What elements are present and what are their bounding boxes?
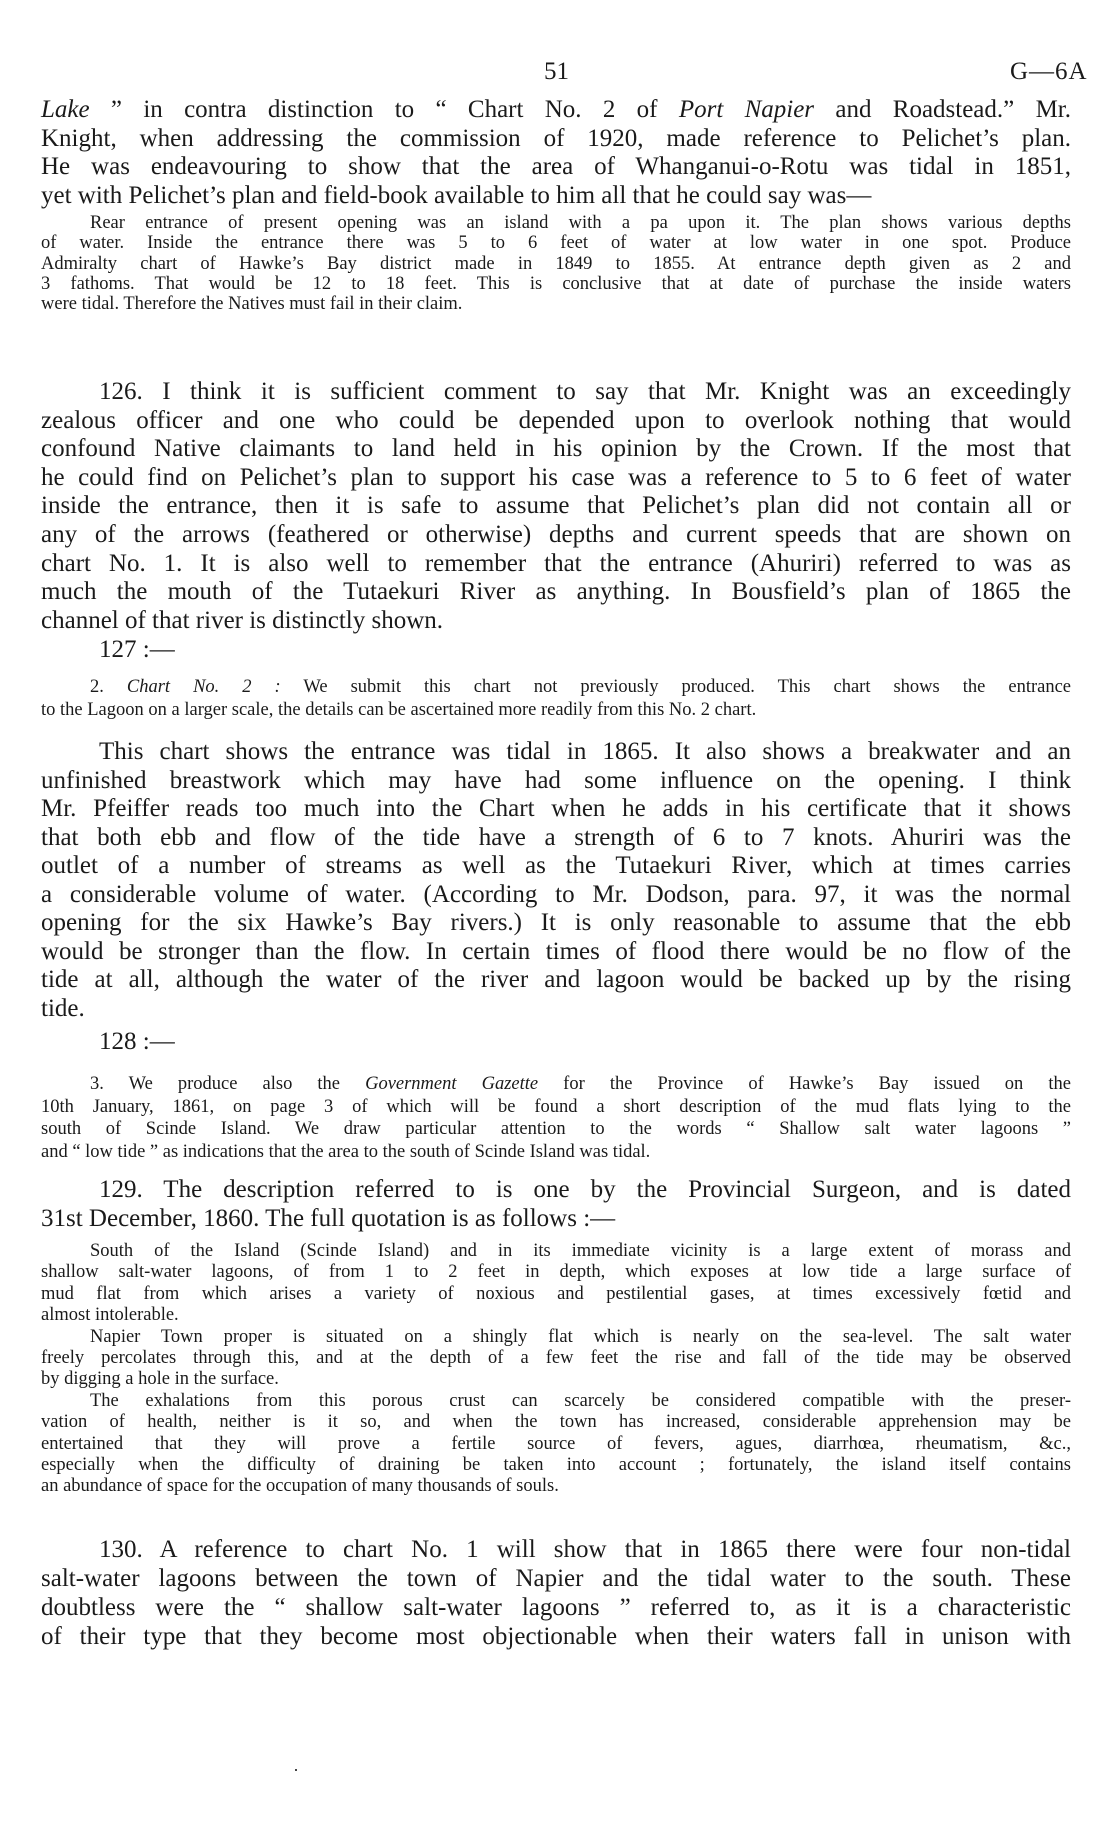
text-run: a considerable volume of water. (According to Mr. Dodson, para. 97, it was the normal — [41, 880, 1071, 908]
text-run: unfinished breastwork which may have had some influence on the opening. I think — [41, 766, 1071, 794]
text-run: This chart shows the entrance was tidal in 1865. It also shows a breakwater and an — [99, 738, 1071, 765]
block-quote — [41, 1241, 1071, 1498]
text-line — [41, 1476, 1071, 1497]
text-run: 2. — [90, 677, 127, 697]
text-run: especially when the difficulty of draining be taken into account ; fortunately, the island itself contains — [41, 1454, 1071, 1475]
text-line — [41, 1241, 1071, 1262]
text-run: south of Scinde Island. We draw particular attention to the words “ Shallow salt water lagoons ” — [41, 1119, 1071, 1140]
text-line — [41, 378, 1071, 407]
text-run: ” in contra distinction to “ Chart No. 2 of — [89, 96, 679, 123]
text-run: almost intolerable. — [41, 1305, 179, 1326]
text-line — [41, 1593, 1071, 1622]
text-line — [41, 1327, 1071, 1348]
text-line — [41, 1096, 1071, 1119]
text-run: tide. — [41, 994, 85, 1022]
text-run: mud flat from which arises a variety of noxious and pestilential gases, at times excessively fœtid and — [41, 1283, 1071, 1304]
text-run: South of the Island (Scinde Island) and in its immediate vicinity is a large extent of morass and — [90, 1241, 1071, 1261]
text-run: 126. I think it is sufficient comment to say that Mr. Knight was an exceedingly — [99, 378, 1071, 405]
text-run: 127 :— — [99, 636, 175, 663]
text-run: 129. The description referred to is one by the Provincial Surgeon, and is dated — [99, 1176, 1071, 1203]
text-line — [41, 1455, 1071, 1476]
block-quote — [41, 676, 1071, 722]
text-run: channel of that river is distinctly shown. — [41, 606, 444, 634]
text-run: tide at all, although the water of the river and lagoon would be backed up by the rising — [41, 966, 1071, 993]
text-run: that both ebb and flow of the tide have a strength of 6 to 7 knots. Ahuriri was the — [41, 823, 1071, 851]
text-run: inside the entrance, then it is safe to assume that Pelichet’s plan did not contain all or — [41, 492, 1071, 520]
text-line — [41, 995, 1071, 1024]
text-line — [41, 938, 1071, 967]
text-run: 31st December, 1860. The full quotation is as follows :— — [41, 1205, 616, 1232]
text-line — [41, 550, 1071, 579]
text-run: for the Province of Hawke’s Bay issued on the — [538, 1074, 1071, 1094]
text-run: and “ low tide ” as indications that the area to the south of Scinde Island was tidal. — [41, 1142, 651, 1163]
text-line — [41, 182, 1071, 211]
text-line — [41, 1262, 1071, 1283]
text-line — [41, 909, 1071, 938]
paragraph — [41, 1028, 1071, 1057]
text-run: much the mouth of the Tutaekuri River as anything. In Bousfield’s plan of 1865 the — [41, 578, 1071, 606]
text-line — [41, 1141, 1071, 1164]
text-line — [41, 795, 1071, 824]
text-line — [41, 1434, 1071, 1455]
text-line — [41, 1622, 1071, 1651]
paragraph — [41, 1535, 1071, 1651]
text-run: salt-water lagoons between the town of Napier and the tidal water to the south. These — [41, 1565, 1071, 1592]
text-run: outlet of a number of streams as well as the Tutaekuri River, which at times carries — [41, 852, 1071, 879]
text-line — [41, 881, 1071, 910]
italic-text: Lake — [41, 96, 90, 123]
text-line — [41, 578, 1071, 607]
text-run: and Roadstead.” Mr. — [814, 96, 1071, 123]
paragraph — [41, 96, 1071, 210]
text-line — [41, 767, 1071, 796]
text-run: Admiralty chart of Hawke’s Bay district made in 1849 to 1855. At entrance depth given as 2 and — [41, 253, 1071, 274]
text-run: of water. Inside the entrance there was 5 to 6 feet of water at low water in one spot. Produce — [41, 233, 1071, 254]
text-run: 10th January, 1861, on page 3 of which will be found a short description of the mud flats lying to the — [41, 1096, 1071, 1117]
italic-text: Port Napier — [678, 96, 815, 123]
text-line — [41, 521, 1071, 550]
text-line — [41, 966, 1071, 995]
text-line — [41, 699, 1071, 722]
text-line — [41, 213, 1071, 233]
text-run: any of the arrows (feathered or otherwise) depths and current speeds that are shown on — [41, 520, 1071, 548]
text-line — [41, 1118, 1071, 1141]
text-run: 3 fathoms. That would be 12 to 18 feet. This is conclusive that at date of purchase the inside waters — [41, 273, 1071, 294]
text-line — [41, 1535, 1071, 1564]
text-line — [41, 464, 1071, 493]
text-run: entertained that they will prove a fertile source of fevers, agues, diarrhœa, rheumatism, &c., — [41, 1433, 1071, 1454]
text-line — [41, 1305, 1071, 1326]
scan-speck — [295, 1769, 297, 1771]
text-run: 128 :— — [99, 1028, 175, 1055]
text-run: chart No. 1. It is also well to remember that the entrance (Ahuriri) referred to was as — [41, 549, 1071, 577]
text-run: yet with Pelichet’s plan and field-book available to him all that he could say was— — [41, 181, 872, 209]
paragraph — [41, 636, 1071, 665]
text-run: zealous officer and one who could be depended upon to overlook nothing that would — [41, 406, 1071, 434]
text-run: 130. A reference to chart No. 1 will show that in 1865 there were four non-tidal — [99, 1536, 1071, 1563]
text-run: an abundance of space for the occupation of many thousands of souls. — [41, 1476, 559, 1497]
text-run: by digging a hole in the surface. — [41, 1369, 279, 1390]
text-run: Knight, when addressing the commission of 1920, made reference to Pelichet’s plan. — [41, 124, 1071, 152]
text-run: doubtless were the “ shallow salt-water lagoons ” referred to, as it is a characteristic — [41, 1594, 1071, 1621]
text-line — [41, 294, 1071, 314]
text-run: Rear entrance of present opening was an island with a pa upon it. The plan shows various depths — [90, 213, 1071, 233]
text-line — [41, 274, 1071, 294]
text-line — [41, 492, 1071, 521]
text-run: Napier Town proper is situated on a shingly flat which is nearly on the sea-level. The salt water — [90, 1326, 1071, 1347]
text-run: freely percolates through this, and at the depth of a few feet the rise and fall of the tide may be observed — [41, 1347, 1071, 1368]
text-run: 3. We produce also the — [90, 1074, 366, 1094]
text-line — [41, 254, 1071, 274]
text-line — [41, 852, 1071, 881]
text-line — [41, 96, 1071, 125]
text-run: opening for the six Hawke’s Bay rivers.) It is only reasonable to assume that the ebb — [41, 909, 1071, 936]
text-run: he could find on Pelichet’s plan to support his case was a reference to 5 to 6 feet of water — [41, 463, 1071, 491]
italic-text: Chart No. 2 : — [126, 677, 281, 697]
text-line — [41, 738, 1071, 767]
text-line — [41, 1564, 1071, 1593]
text-line — [41, 125, 1071, 154]
text-line — [41, 1284, 1071, 1305]
text-line — [41, 1073, 1071, 1096]
text-line — [41, 1348, 1071, 1369]
block-quote — [41, 1073, 1071, 1164]
text-line — [41, 676, 1071, 699]
text-run: vation of health, neither is it so, and when the town has increased, considerable apprehension may be — [41, 1412, 1071, 1433]
paragraph — [41, 738, 1071, 1023]
italic-text: Government Gazette — [365, 1074, 539, 1094]
page-number: 51 — [544, 58, 569, 85]
text-line — [41, 435, 1071, 464]
block-quote — [41, 213, 1071, 314]
text-run: of their type that they become most objectionable when their waters fall in unison with — [41, 1623, 1071, 1650]
text-run: would be stronger than the flow. In certain times of flood there would be no flow of the — [41, 937, 1071, 965]
text-run: shallow salt-water lagoons, of from 1 to 2 feet in depth, which exposes at low tide a large surface of — [41, 1262, 1071, 1283]
text-line — [41, 407, 1071, 436]
text-run: were tidal. Therefore the Natives must fail in their claim. — [41, 294, 463, 315]
text-line — [41, 1391, 1071, 1412]
text-line — [41, 1412, 1071, 1433]
paragraph — [41, 378, 1071, 635]
text-line — [41, 153, 1071, 182]
text-line — [41, 1175, 1071, 1204]
text-line — [41, 1204, 1071, 1233]
text-run: The exhalations from this porous crust can scarcely be considered compatible with the preser- — [90, 1390, 1071, 1411]
text-line — [41, 1369, 1071, 1390]
text-run: to the Lagoon on a larger scale, the details can be ascertained more readily from this No. 2 chart. — [41, 700, 757, 720]
paragraph — [41, 1175, 1071, 1233]
text-line — [41, 824, 1071, 853]
text-line — [41, 636, 1071, 665]
text-line — [41, 607, 1071, 636]
text-run: We submit this chart not previously produced. This chart shows the entrance — [280, 677, 1072, 697]
text-run: Mr. Pfeiffer reads too much into the Chart when he adds in his certificate that it shows — [41, 795, 1071, 822]
text-line — [41, 233, 1071, 253]
text-line — [41, 1028, 1071, 1057]
text-run: confound Native claimants to land held in his opinion by the Crown. If the most that — [41, 435, 1071, 463]
text-run: He was endeavouring to show that the area of Whanganui-o-Rotu was tidal in 1851, — [41, 153, 1071, 180]
document-reference: G—6A — [1010, 58, 1088, 85]
